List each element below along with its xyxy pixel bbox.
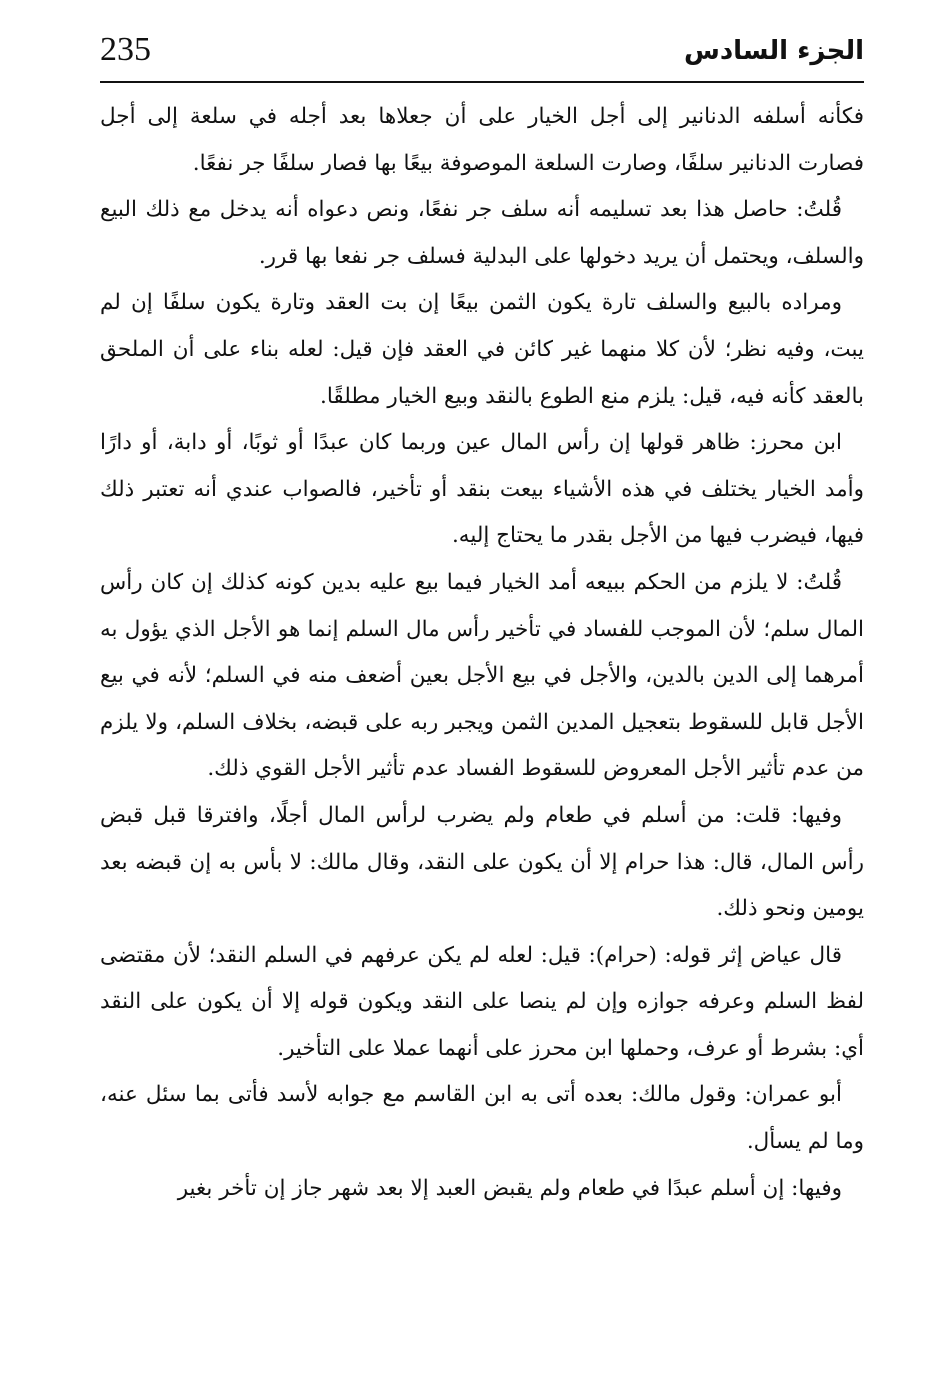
paragraph: فكأنه أسلفه الدنانير إلى أجل الخيار على أن جعلاها بعد أجله في سلعة إلى أجل فصارت الدنانير سلفًا، وصارت السلعة الموصوفة بيعًا بها فصار سلفًا جر نفعًا. — [100, 104, 864, 176]
running-title: الجزء السادس — [683, 36, 864, 66]
paragraph: ومراده بالبيع والسلف تارة يكون الثمن بيعًا إن بت العقد وتارة يكون سلفًا إن لم يبت، وفيه نظر؛ لأن كلا منهما غير كائن في العقد فإن قيل: لعله بناء على أن الملحق بالعقد كأنه فيه، قيل: يلزم منع الطوع بالنقد وبيع الخيار مطلقًا. — [100, 290, 864, 409]
paragraph: وفيها: إن أسلم عبدًا في طعام ولم يقبض العبد إلا بعد شهر جاز إن تأخر بغير — [177, 1175, 842, 1201]
paragraph: قُلتُ: حاصل هذا بعد تسليمه أنه سلف جر نفعًا، ونص دعواه أنه يدخل مع ذلك البيع والسلف، ويحتمل أن يريد دخولها على البدلية فسلف جر نفعا بها قرر. — [100, 197, 864, 269]
body-text — [100, 94, 864, 1212]
paragraph: أبو عمران: وقول مالك: بعده أتى به ابن القاسم مع جوابه لأسد فأتى بما سئل عنه، وما لم يسأل. — [100, 1082, 864, 1155]
paragraph: قال عياض إثر قوله: (حرام): قيل: لعله لم يكن عرفهم في السلم النقد؛ لأن مقتضى لفظ السلم وعرفه جوازه وإن لم ينصا على النقد ويكون قوله إلا أن يكون على النقد أي: بشرط أو عرف، وحملها ابن محرز على أنهما عملا على التأخير. — [100, 942, 864, 1061]
page-number: 235 — [100, 31, 151, 68]
header-rule — [100, 81, 864, 83]
page-header — [100, 30, 864, 76]
paragraph: ابن محرز: ظاهر قولها إن رأس المال عين وربما كان عبدًا أو ثوبًا، أو دابة، أو دارًا وأمد الخيار يختلف في هذه الأشياء بيعت بنقد أو تأخير، فالصواب عندي أنه تعتبر ذلك فيها، فيضرب فيها من الأجل بقدر ما يحتاج إليه. — [100, 430, 864, 549]
paragraph: وفيها: قلت: من أسلم في طعام ولم يضرب لرأس المال أجلًا، وافترقا قبل قبض رأس المال، قال: هذا حرام إلا أن يكون على النقد، وقال مالك: لا بأس به إن قبضه بعد يومين ونحو ذلك. — [100, 802, 864, 922]
paragraph: قُلتُ: لا يلزم من الحكم ببيعه أمد الخيار فيما بيع عليه بدين كونه كذلك إن كان رأس المال سلم؛ لأن الموجب للفساد في تأخير رأس مال السلم إنما هو الأجل الذي يؤول به أمرهما إلى الدين بالدين، والأجل في بيع الأجل بعين أضعف منه في السلم؛ لأنه في بيع الأجل قابل للسقوط بتعجيل المدين الثمن ويجبر ربه على قبضه، بخلاف السلم، ولا يلزم من عدم تأثير الأجل المعروض للسقوط الفساد عدم تأثير الأجل القوي ذلك. — [100, 569, 864, 782]
